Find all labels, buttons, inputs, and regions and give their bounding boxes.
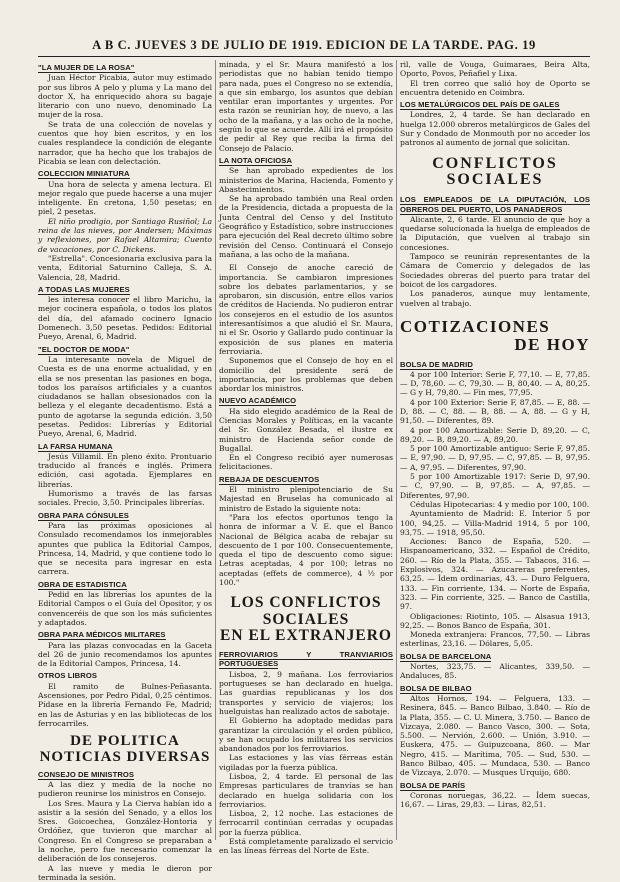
paragraph: Londres, 2, 4 tarde. Se han declarado en huelga 12.000 obreros metalúrgicos de Gales del Sur y Condado de Monmouth por no acceder los patronos al aumento de jornal que solicitan. bbox=[400, 110, 590, 148]
masthead-rule bbox=[38, 56, 590, 57]
paragraph: "Estrella". Concesionaria exclusiva para la venta, Editorial Saturnino Calleja, S. A. Valencia, 28, Madrid. bbox=[38, 253, 212, 282]
column-divider-1 bbox=[215, 60, 216, 840]
paragraph: El Gobierno ha adoptado medidas para garantizar la circulación y el orden público, y se han ocupado los militares los servicios abandonados por los ferroviarios. bbox=[219, 716, 393, 754]
section-heading: OTROS LIBROS bbox=[38, 671, 97, 681]
headline-line: DE POLITICA bbox=[70, 733, 180, 750]
paragraph: El Consejo de anoche careció de importancia. Se cambiaron impresiones sobre los debates parlamentarios, y se aprobaron, sin discusión, entre ellos varios de créditos de Hacienda. No pudieron entrar los consejeros en el estudio de los asuntos interesantísimos a que aludió el Sr. Maura, ni el Sr. Osorio y Gallardo pudo continuar la exposición de sus planes en materia ferroviaria. bbox=[219, 263, 393, 356]
section-heading: BOLSA DE BILBAO bbox=[400, 683, 472, 693]
section-heading: "EL DOCTOR DE MODA" bbox=[38, 344, 130, 354]
section-heading: LOS EMPLEADOS DE LA DIPUTACIÓN, LOS OBREROS DEL PUERTO, LOS PANADEROS bbox=[400, 195, 590, 214]
quote-paragraph: Coronas noruegas, 36,22. — Ídem suecas, 16,67. — Liras, 29,83. — Liras, 82,51. bbox=[400, 790, 590, 810]
paragraph: Ha sido elegido académico de la Real de Ciencias Morales y Políticas, en la vacante del Sr. González Besada, el ilustre ex ministro de Hacienda señor conde de Bugallal. bbox=[219, 406, 393, 453]
paragraph: Lisboa, 2, 4 tarde. El personal de las Empresas particulares de tranvías se han declarado en huelga solidaria con los ferroviarios. bbox=[219, 771, 393, 809]
paragraph: Pedid en las librerías los apuntes de la Editorial Campos o el Guía del Opositor, y os convenceréis de que son los más suficientes y adaptados. bbox=[38, 590, 212, 627]
paragraph: Para las próximas oposiciones al Consulado recomendamos los inmejorables apuntes que publica la Editorial Campos, Princesa, 14, Madrid, y que contiene todo lo que se necesita para ingresar en esta carrera. bbox=[38, 520, 212, 577]
headline-conflictos-extranjero bbox=[219, 595, 393, 644]
headline-de-hoy: DE HOY bbox=[514, 334, 590, 354]
paragraph: A las nueve y media le dieron por terminada la sesión. bbox=[38, 863, 212, 882]
paragraph: El ministro plenipotenciario de Su Majestad en Bruselas ha comunicado al ministro de Estado la siguiente nota: bbox=[219, 485, 393, 513]
headline-line: NOTICIAS DIVERSAS bbox=[39, 748, 211, 765]
page-masthead: A B C. JUEVES 3 DE JULIO DE 1919. EDICION DE LA TARDE. PAG. 19 bbox=[92, 38, 536, 52]
section-heading: LA NOTA OFICIOSA bbox=[219, 155, 293, 165]
quote-paragraph: Nortes, 323,75. — Alicantes, 339,50. — Andaluces, 85. bbox=[400, 662, 590, 681]
paragraph: Las estaciones y las vías férreas están vigiladas por la fuerza pública. bbox=[219, 753, 393, 772]
paragraph: Los Sres. Maura y La Cierva habían ido a asistir a la sesión del Senado, y a ellos los Sres. Goicoechea, González-Hontoria y Ordóñez, que tuvieron que marchar al Congreso. En el Congreso se preparaban a la noche, pero fue necesario comenzar la deliberación de los consejeros. bbox=[38, 798, 212, 864]
quote-paragraph: 4 por 100 Exterior: Serie F, 87,85. — E, 88. — D, 88. — C, 88. — B, 88. — A, 88. — G y H, 91,50. — Diferentes, 89. bbox=[400, 397, 590, 426]
section-heading: LOS METALÚRGICOS DEL PAÍS DE GALES bbox=[400, 100, 560, 110]
quote-paragraph: 5 por 100 Amortizable antiguo: Serie F, 97,85. — E, 97,90. — D, 97,95. — C, 97,85. — B, 97,95. — A, 97,95. — Diferentes, 97,90. bbox=[400, 444, 590, 472]
section-heading: LA FARSA HUMANA bbox=[38, 441, 113, 451]
paragraph: Alicante, 2, 6 tarde. El anuncio de que hoy a quedarse solucionada la huelga de empleados de la Diputación, que vuelven al trabajo sin concesiones. bbox=[400, 214, 590, 252]
section-heading: BOLSA DE PARÍS bbox=[400, 780, 466, 790]
column-1 bbox=[38, 60, 212, 882]
paragraph: Juan Héctor Picabia, autor muy estimado por sus libros A pelo y pluma y La mano del doctor X, ha enriquecido ahora su bagaje literario con uno nuevo, denominado La mujer de la rosa. bbox=[38, 73, 212, 120]
headline-cotizaciones: COTIZACIONES bbox=[400, 316, 551, 336]
section-heading: "LA MUJER DE LA ROSA" bbox=[38, 63, 135, 72]
headline-conflictos-sociales: CONFLICTOS SOCIALES bbox=[432, 154, 558, 189]
paragraph: La interesante novela de Miguel de Cuesta es de una enorme actualidad, y en ella se nos presentan las pasiones en boga, todos los paraísos artificiales y a cuantos ciudadanos se hallan obsesionados con la belleza y el elegante decadentismo. Está a punto de agotarse la segunda edición. 3,50 pesetas. Pedidos: Librerías y Editorial Pueyo, Arenal, 6, Madrid. bbox=[38, 354, 212, 439]
paragraph: A las diez y media de la noche no pudieron reunirse los ministros en Consejo. bbox=[38, 779, 212, 799]
paragraph: Humorismo a través de las farsas sociales. Precio, 3,50. Principales librerías. bbox=[38, 489, 212, 508]
paragraph: les interesa conocer el libro Marichu, la mejor cocinera española, o todos los platos del día, del afamado cocinero Ignacio Domenech. 3,50 pesetas. Pedidos: Editorial Pueyo, Arenal, 6, Madrid. bbox=[38, 295, 212, 342]
section-heading: OBRA PARA CÓNSULES bbox=[38, 510, 129, 520]
section-heading: COLECCION MINIATURA bbox=[38, 169, 130, 179]
section-heading: REBAJA DE DESCUENTOS bbox=[219, 474, 320, 484]
paragraph: Una hora de selecta y amena lectura. El mejor regalo que puede hacerse a una mujer inteligente. En cretona, 1,50 pesetas; en piel, 2 pesetas. bbox=[38, 179, 212, 217]
section-heading: BOLSA DE BARCELONA bbox=[400, 651, 492, 661]
quote-paragraph: Obligaciones: Riotinto, 105. — Alsasua 1913, 92,25. — Bonos Banco de España, 301. bbox=[400, 611, 590, 630]
quote-paragraph: 5 por 100 Amortizable 1917: Serie D, 97,90. — C, 97,90. — B, 97,85. — A, 97,85. — Diferentes, 97,90. bbox=[400, 472, 590, 500]
paragraph: Lisboa, 2, 12 noche. Las estaciones de ferrocarril continúan cerradas y ocupadas por la fuerza pública. bbox=[219, 809, 393, 837]
section-heading: CONSEJO DE MINISTROS bbox=[38, 769, 135, 779]
paragraph: Jesús Villamil. En pleno éxito. Prontuario traducido al francés e inglés. Primera edición, casi agotada. Ejemplares en librerías. bbox=[38, 451, 212, 489]
quote-paragraph: Moneda extranjera: Francos, 77,50. — Libras esterlinas, 23,16. — Dólares, 5,05. bbox=[400, 630, 590, 649]
column-2 bbox=[219, 60, 393, 856]
paragraph: En el Congreso recibió ayer numerosas felicitaciones. bbox=[219, 453, 393, 472]
paragraph: El tren correo que salió hoy de Oporto se encuentra detenido en Coimbra. bbox=[400, 78, 590, 97]
section-heading: OBRA DE ESTADISTICA bbox=[38, 579, 127, 589]
paragraph: Se han aprobado expedientes de los ministerios de Marina, Hacienda, Fomento y Abastecimientos. bbox=[219, 166, 393, 194]
quote-paragraph: Altos Hornos, 194. — Felguera, 133. — Resinera, 845. — Banco Bilbao, 3.840. — Río de la Plata, 355. — C. U. Minera, 3.750. — Banco de Vizcaya, 2.080. — Banco Vasco, 300. — Sota, 5.500. — Nervión, 2.600. — Unión, 3.910. — Euskera, 475. — Guipuzcoana, 860. — Mar Negro, 415. — Marítima, 705. — Sud, 530. — Banco Bilbao, 405. — Mundaca, 530. — Banco de Vizcaya, 2.070. — Musques Urquijo, 680. bbox=[400, 693, 590, 778]
column-3 bbox=[400, 60, 590, 840]
section-heading: NUEVO ACADÉMICO bbox=[219, 396, 297, 406]
paragraph: Para las plazas convocadas en la Gaceta del 26 de junio recomendamos los apuntes de la Editorial Campos, Princesa, 14. bbox=[38, 640, 212, 669]
paragraph: "Para los efectos oportunos tengo la honra de informar a V. E. que el Banco Nacional de Bélgica acaba de rebajar su descuento de 1 por 100. Consecuentemente, queda el tipo de descuento como sigue: Letras aceptadas, 4 por 100; letras no aceptadas (effets de commerce), 4 ½ por 100." bbox=[219, 512, 393, 588]
headline-politica bbox=[38, 734, 212, 766]
headline-line: EN EL EXTRANJERO bbox=[220, 626, 392, 644]
paragraph: El ramito de Bulnes-Peñasanta. Ascensiones, por Pedro Pidal, 0,25 céntimos. Pídase en la librería Fernando Fe, Madrid; en las de Asturias y en las bibliotecas de los ferrocarriles. bbox=[38, 681, 212, 728]
paragraph: El niño prodigio, por Santiago Rusiñol; La reina de las nieves, por Andersen; Máximas y reflexiones, por Rafael Altamira; Cuento de vacaciones, por C. Dickens. bbox=[38, 216, 212, 254]
section-heading: BOLSA DE MADRID bbox=[400, 359, 473, 369]
headline-line: LOS CONFLICTOS SOCIALES bbox=[230, 594, 382, 628]
column-divider-2 bbox=[396, 60, 397, 840]
section-heading: OBRA PARA MÉDICOS MILITARES bbox=[38, 630, 166, 640]
paragraph: Los panaderos, aunque muy lentamente, vuelven al trabajo. bbox=[400, 289, 590, 308]
quote-paragraph: 4 por 100 Interior: Serie F, 77,10. — E, 77,85. — D, 78,60. — C, 79,30. — B, 80,40. — A, 80,25. — G y H, 79,80. — Fin mes, 77,95. bbox=[400, 369, 590, 398]
paragraph: Se trata de una colección de novelas y cuentos que hoy bien escritos, y en los cuales resplandece la condición de elegante narrador, que ha hecho que los trabajos de Picabia se lean con delectación. bbox=[38, 119, 212, 166]
paragraph: Se ha aprobado también una Real orden de la Presidencia, dictada a propuesta de la Junta Central del Censo y del Instituto Geográfico y Estadístico, sobre instrucciones para ejecución del Real decreto último sobre revisión del Censo. Continuará el Consejo mañana, a las ocho de la mañana. bbox=[219, 194, 393, 259]
paragraph: minada, y el Sr. Maura manifestó a los periodistas que no habían tenido tiempo para nada, pues el Congreso no se extendía, a que sin embargo, los asuntos que debían ventilar eran importantes y urgentes. Por esta razón se reunirían hoy, de nuevo, a las ocho de la mañana, y a las ocho de la noche, según lo que se acuerde. Allí irá el propósito de pedir al Rey que reciba la firma del Consejo de Palacio. bbox=[219, 60, 393, 153]
quote-paragraph: Cédulas Hipotecarias: 4 y medio por 100, 100. bbox=[410, 499, 590, 509]
paragraph: Está completamente paralizado el servicio en las líneas férreas del Norte de Este. bbox=[219, 837, 393, 856]
paragraph: Tampoco se reunirán representantes de la Cámara de Comercio y delegados de las Sociedades obreras del puerto para tratar del boicot de los cargadores. bbox=[400, 252, 590, 289]
paragraph: Lisboa, 2, 9 mañana. Los ferroviarios portugueses se han declarado en huelga. Las guardias republicanas y los dos transportes y servicio de viajeros; los huelguistas han realizado actos de sabotaje. bbox=[219, 669, 393, 716]
section-heading: FERROVIARIOS Y TRANVIARIOS PORTUGUESES bbox=[219, 650, 393, 669]
paragraph: ril, valle de Vouga, Guimaraes, Beira Alta, Oporto, Povos, Peñafiel y Lixa. bbox=[400, 60, 590, 79]
quote-paragraph: Ayuntamiento de Madrid: E. Interior 5 por 100, 94,25. — Villa-Madrid 1914, 5 por 100, 93,75. — 1918, 95,50. bbox=[400, 509, 590, 537]
quote-paragraph: Acciones: Banco de España, 520. — Hispanoamericano, 332. — Español de Crédito, 260. — Río de la Plata, 355. — Tabacos, 316. — Explosivos, 324. — Azucareras preferentes, 63,25. — Ídem ordinarias, 43. — Duro Felguera, 133. — Fin corriente, 134. — Norte de España, 323. — Fin corriente, 325. — Banco de Castilla, 97. bbox=[400, 537, 590, 612]
quote-paragraph: 4 por 100 Amortizable: Serie D, 89,20. — C, 89,20. — B, 89,20. — A, 89,20. bbox=[400, 425, 590, 444]
paragraph: Suponemos que el Consejo de hoy en el domicilio del presidente será de importancia, por los problemas que deben abordar los ministros. bbox=[219, 356, 393, 394]
section-heading: A TODAS LAS MUJERES bbox=[38, 284, 130, 294]
